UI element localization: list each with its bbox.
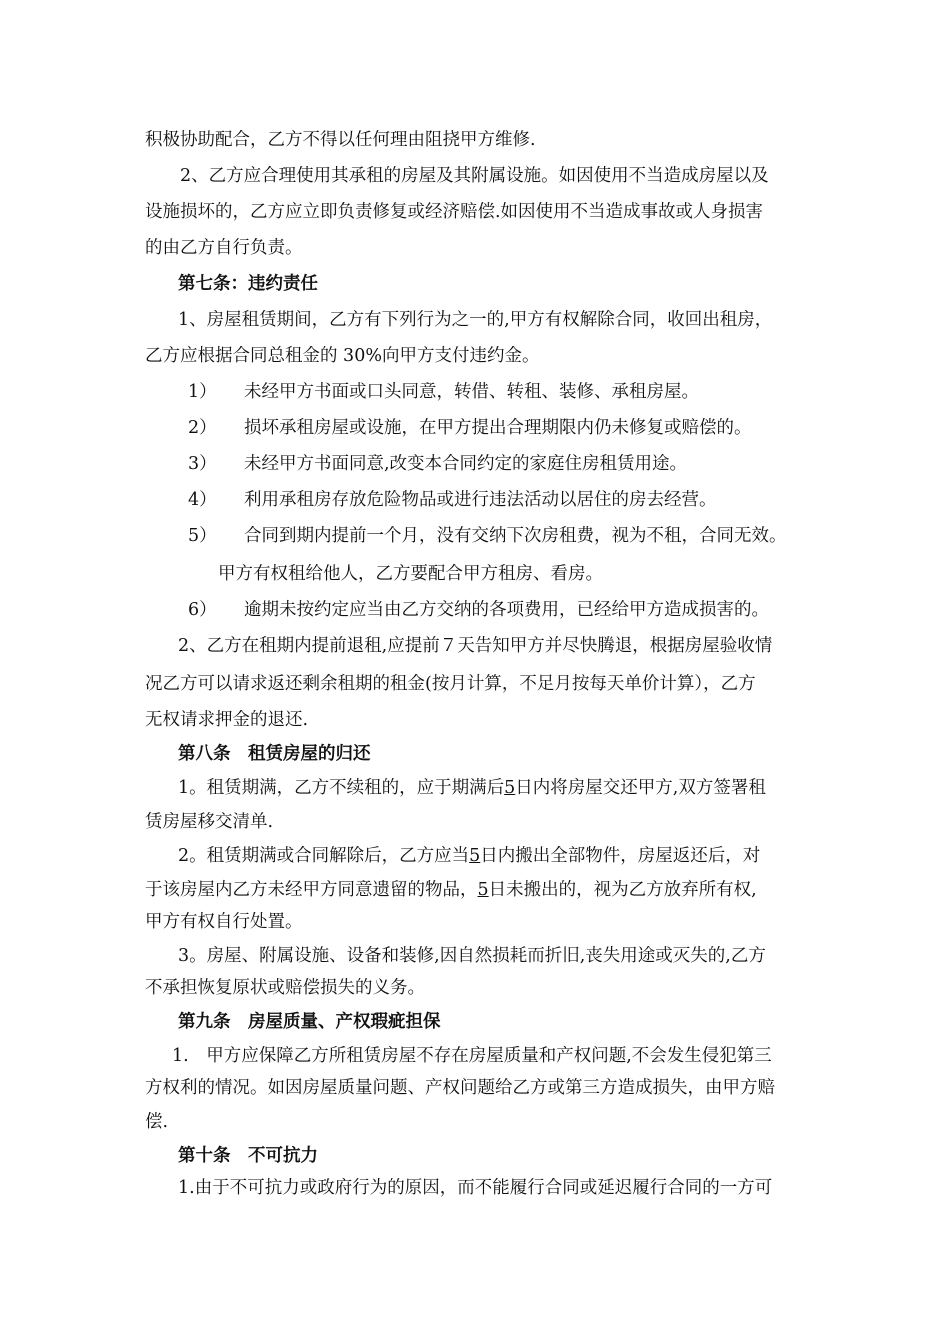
paragraph-line: 乙方应根据合同总租金的 30%向甲方支付违约金。 (145, 346, 540, 366)
paragraph-line: 的由乙方自行负责。 (145, 238, 303, 258)
list-item-text: 未经甲方书面同意,改变本合同约定的家庭住房租赁用途。 (244, 454, 688, 474)
paragraph-line: 积极协助配合，乙方不得以任何理由阻挠甲方维修. (145, 130, 536, 150)
section-heading-article-8: 第八条 租赁房屋的归还 (178, 744, 371, 764)
list-item-number: 5） (188, 526, 217, 546)
paragraph-line: 甲方有权自行处置。 (145, 912, 303, 932)
list-item-text: 未经甲方书面或口头同意，转借、转租、装修、承租房屋。 (244, 382, 699, 402)
paragraph-line: 2、乙方在租期内提前退租,应提前７天告知甲方并尽快腾退，根据房屋验收情 (178, 636, 773, 656)
list-item-text: 损坏承租房屋或设施，在甲方提出合理期限内仍未修复或赔偿的。 (244, 418, 752, 438)
section-heading-article-7: 第七条：违约责任 (178, 274, 318, 294)
list-item-continuation: 甲方有权租给他人，乙方要配合甲方租房、看房。 (218, 564, 603, 584)
list-item (188, 416, 752, 440)
list-item-number: 1） (188, 382, 217, 402)
paragraph-line: 方权利的情况。如因房屋质量问题、产权问题给乙方或第三方造成损失，由甲方赔 (145, 1078, 775, 1098)
list-item-number: 6） (188, 600, 217, 620)
paragraph-line: 1、房屋租赁期间，乙方有下列行为之一的,甲方有权解除合同，收回出租房， (178, 310, 773, 330)
paragraph-line: 1. 甲方应保障乙方所租赁房屋不存在房屋质量和产权问题,不会发生侵犯第三 (172, 1046, 772, 1066)
underlined-days: 5 (477, 880, 489, 900)
paragraph-line: 设施损坏的，乙方应立即负责修复或经济赔偿.如因使用不当造成事故或人身损害 (145, 202, 764, 222)
list-item-text: 利用承租房存放危险物品或进行违法活动以居住的房去经营。 (244, 490, 717, 510)
paragraph-line: 无权请求押金的退还. (145, 710, 309, 730)
underlined-days: 5 (504, 778, 516, 798)
list-item-number: 3） (188, 454, 217, 474)
paragraph-line: 于该房屋内乙方未经甲方同意遗留的物品，5日未搬出的，视为乙方放弃所有权, (145, 880, 757, 900)
list-item (188, 380, 699, 404)
paragraph-line: 1.由于不可抗力或政府行为的原因，而不能履行合同或延迟履行合同的一方可 (178, 1178, 773, 1198)
list-item (188, 452, 687, 476)
list-item (188, 524, 787, 548)
list-item-number: 2） (188, 418, 217, 438)
paragraph-line: 况乙方可以请求返还剩余租期的租金(按月计算，不足月按每天单价计算），乙方 (145, 674, 756, 694)
paragraph-line: 3。房屋、附属设施、设备和装修,因自然损耗而折旧,丧失用途或灭失的,乙方 (178, 946, 766, 966)
list-item (188, 598, 769, 622)
list-item-text: 逾期未按约定应当由乙方交纳的各项费用，已经给甲方造成损害的。 (244, 600, 769, 620)
list-item-number: 4） (188, 490, 217, 510)
section-heading-article-10: 第十条 不可抗力 (178, 1146, 318, 1166)
list-item-text: 合同到期内提前一个月，没有交纳下次房租费，视为不租，合同无效。 (244, 526, 787, 546)
paragraph-line: 2。租赁期满或合同解除后，乙方应当5日内搬出全部物件，房屋返还后，对 (178, 846, 761, 866)
underlined-days: 5 (469, 846, 481, 866)
paragraph-line: 偿. (145, 1112, 169, 1132)
section-heading-article-9: 第九条 房屋质量、产权瑕疵担保 (178, 1012, 441, 1032)
paragraph-line: 1。租赁期满，乙方不续租的，应于期满后5日内将房屋交还甲方,双方签署租 (178, 778, 766, 798)
list-item (188, 488, 717, 512)
paragraph-line: 2、乙方应合理使用其承租的房屋及其附属设施。如因使用不当造成房屋以及 (180, 166, 769, 186)
paragraph-line: 不承担恢复原状或赔偿损失的义务。 (145, 978, 425, 998)
paragraph-line: 赁房屋移交清单. (145, 812, 274, 832)
